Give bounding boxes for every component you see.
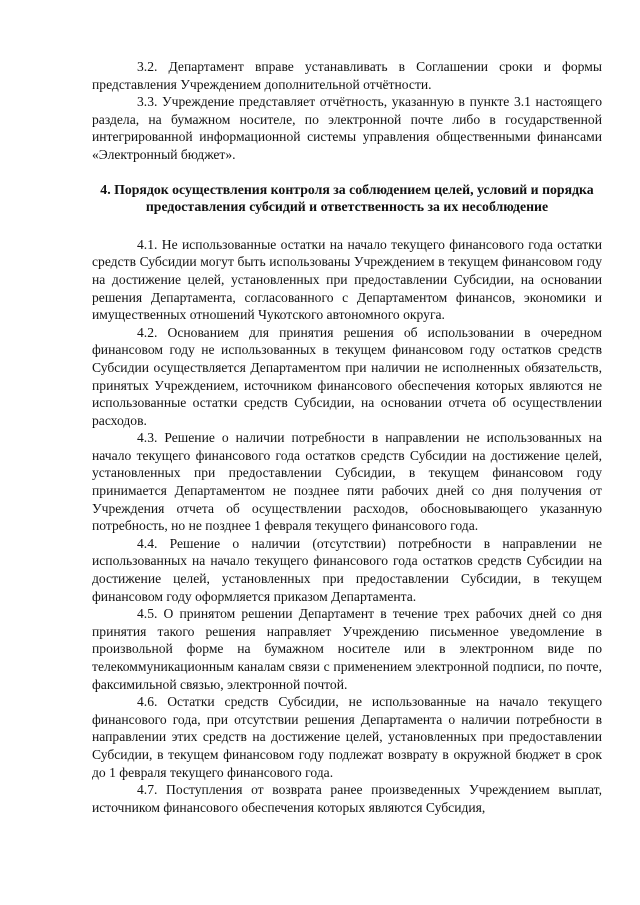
- section-4-heading: 4. Порядок осуществления контроля за соблюдением целей, условий и порядка предоставления субсидий и ответственность за их несоблюдение: [100, 181, 594, 215]
- paragraph-4-2: 4.2. Основанием для принятия решения об использовании в очередном финансовом году не использованных в текущем финансовом году остатков средств Субсидии осуществляется Департаментом при наличии не исполненных обязательств, принятых Учреждением, источником финансового обеспечения которых являются не использованные остатки средств Субсидии, на основании отчета об осуществлении расходов.: [92, 324, 602, 428]
- paragraph-4-6: 4.6. Остатки средств Субсидии, не использованные на начало текущего финансового года, при отсутствии решения Департамента о наличии потребности в направлении этих средств на достижение целей, установленных при предоставлении Субсидии, в текущем финансовом году подлежат возврату в окружной бюджет в срок до 1 февраля текущего финансового года.: [92, 694, 602, 780]
- paragraph-3-2: 3.2. Департамент вправе устанавливать в Соглашении сроки и формы представления Учреждением дополнительной отчётности.: [92, 59, 602, 92]
- document-page: [92, 58, 602, 816]
- paragraph-4-4: 4.4. Решение о наличии (отсутствии) потребности в направлении не использованных на начало текущего финансового года остатков средств Субсидии на достижение целей, установленных при предоставлении Субсидии, в текущем финансовом году оформляется приказом Департамента.: [92, 535, 602, 604]
- paragraph-3-3: 3.3. Учреждение представляет отчётность, указанную в пункте 3.1 настоящего раздела, на бумажном носителе, по электронной почте либо в государственной интегрированной информационной системы управления общественными финансами «Электронный бюджет».: [92, 94, 602, 162]
- paragraph-4-7: 4.7. Поступления от возврата ранее произведенных Учреждением выплат, источником финансового обеспечения которых являются Субсидия,: [92, 782, 602, 815]
- paragraph-4-1: 4.1. Не использованные остатки на начало текущего финансового года остатки средств Субсидии могут быть использованы Учреждением в текущем финансовом году на достижение целей, установленных при предоставлении Субсидии, на основании решения Департамента, согласованного с Департаментом финансов, экономики и имущественных отношений Чукотского автономного округа.: [92, 236, 602, 323]
- paragraph-4-3: 4.3. Решение о наличии потребности в направлении не использованных на начало текущего финансового года остатков средств Субсидии на достижение целей, установленных при предоставлении Субсидии, в текущем финансовом году принимается Департаментом не позднее пяти рабочих дней со дня получения от Учреждения отчета об осуществлении расходов, обосновывающего указанную потребность, но не позднее 1 февраля текущего финансового года.: [92, 430, 602, 534]
- paragraph-4-5: 4.5. О принятом решении Департамент в течение трех рабочих дней со дня принятия такого решения направляет Учреждению письменное уведомление в произвольной форме на бумажном носителе или в электронном виде по телекоммуникационным каналам связи с применением электронной подписи, по почте, факсимильной связью, электронной почтой.: [92, 606, 602, 692]
